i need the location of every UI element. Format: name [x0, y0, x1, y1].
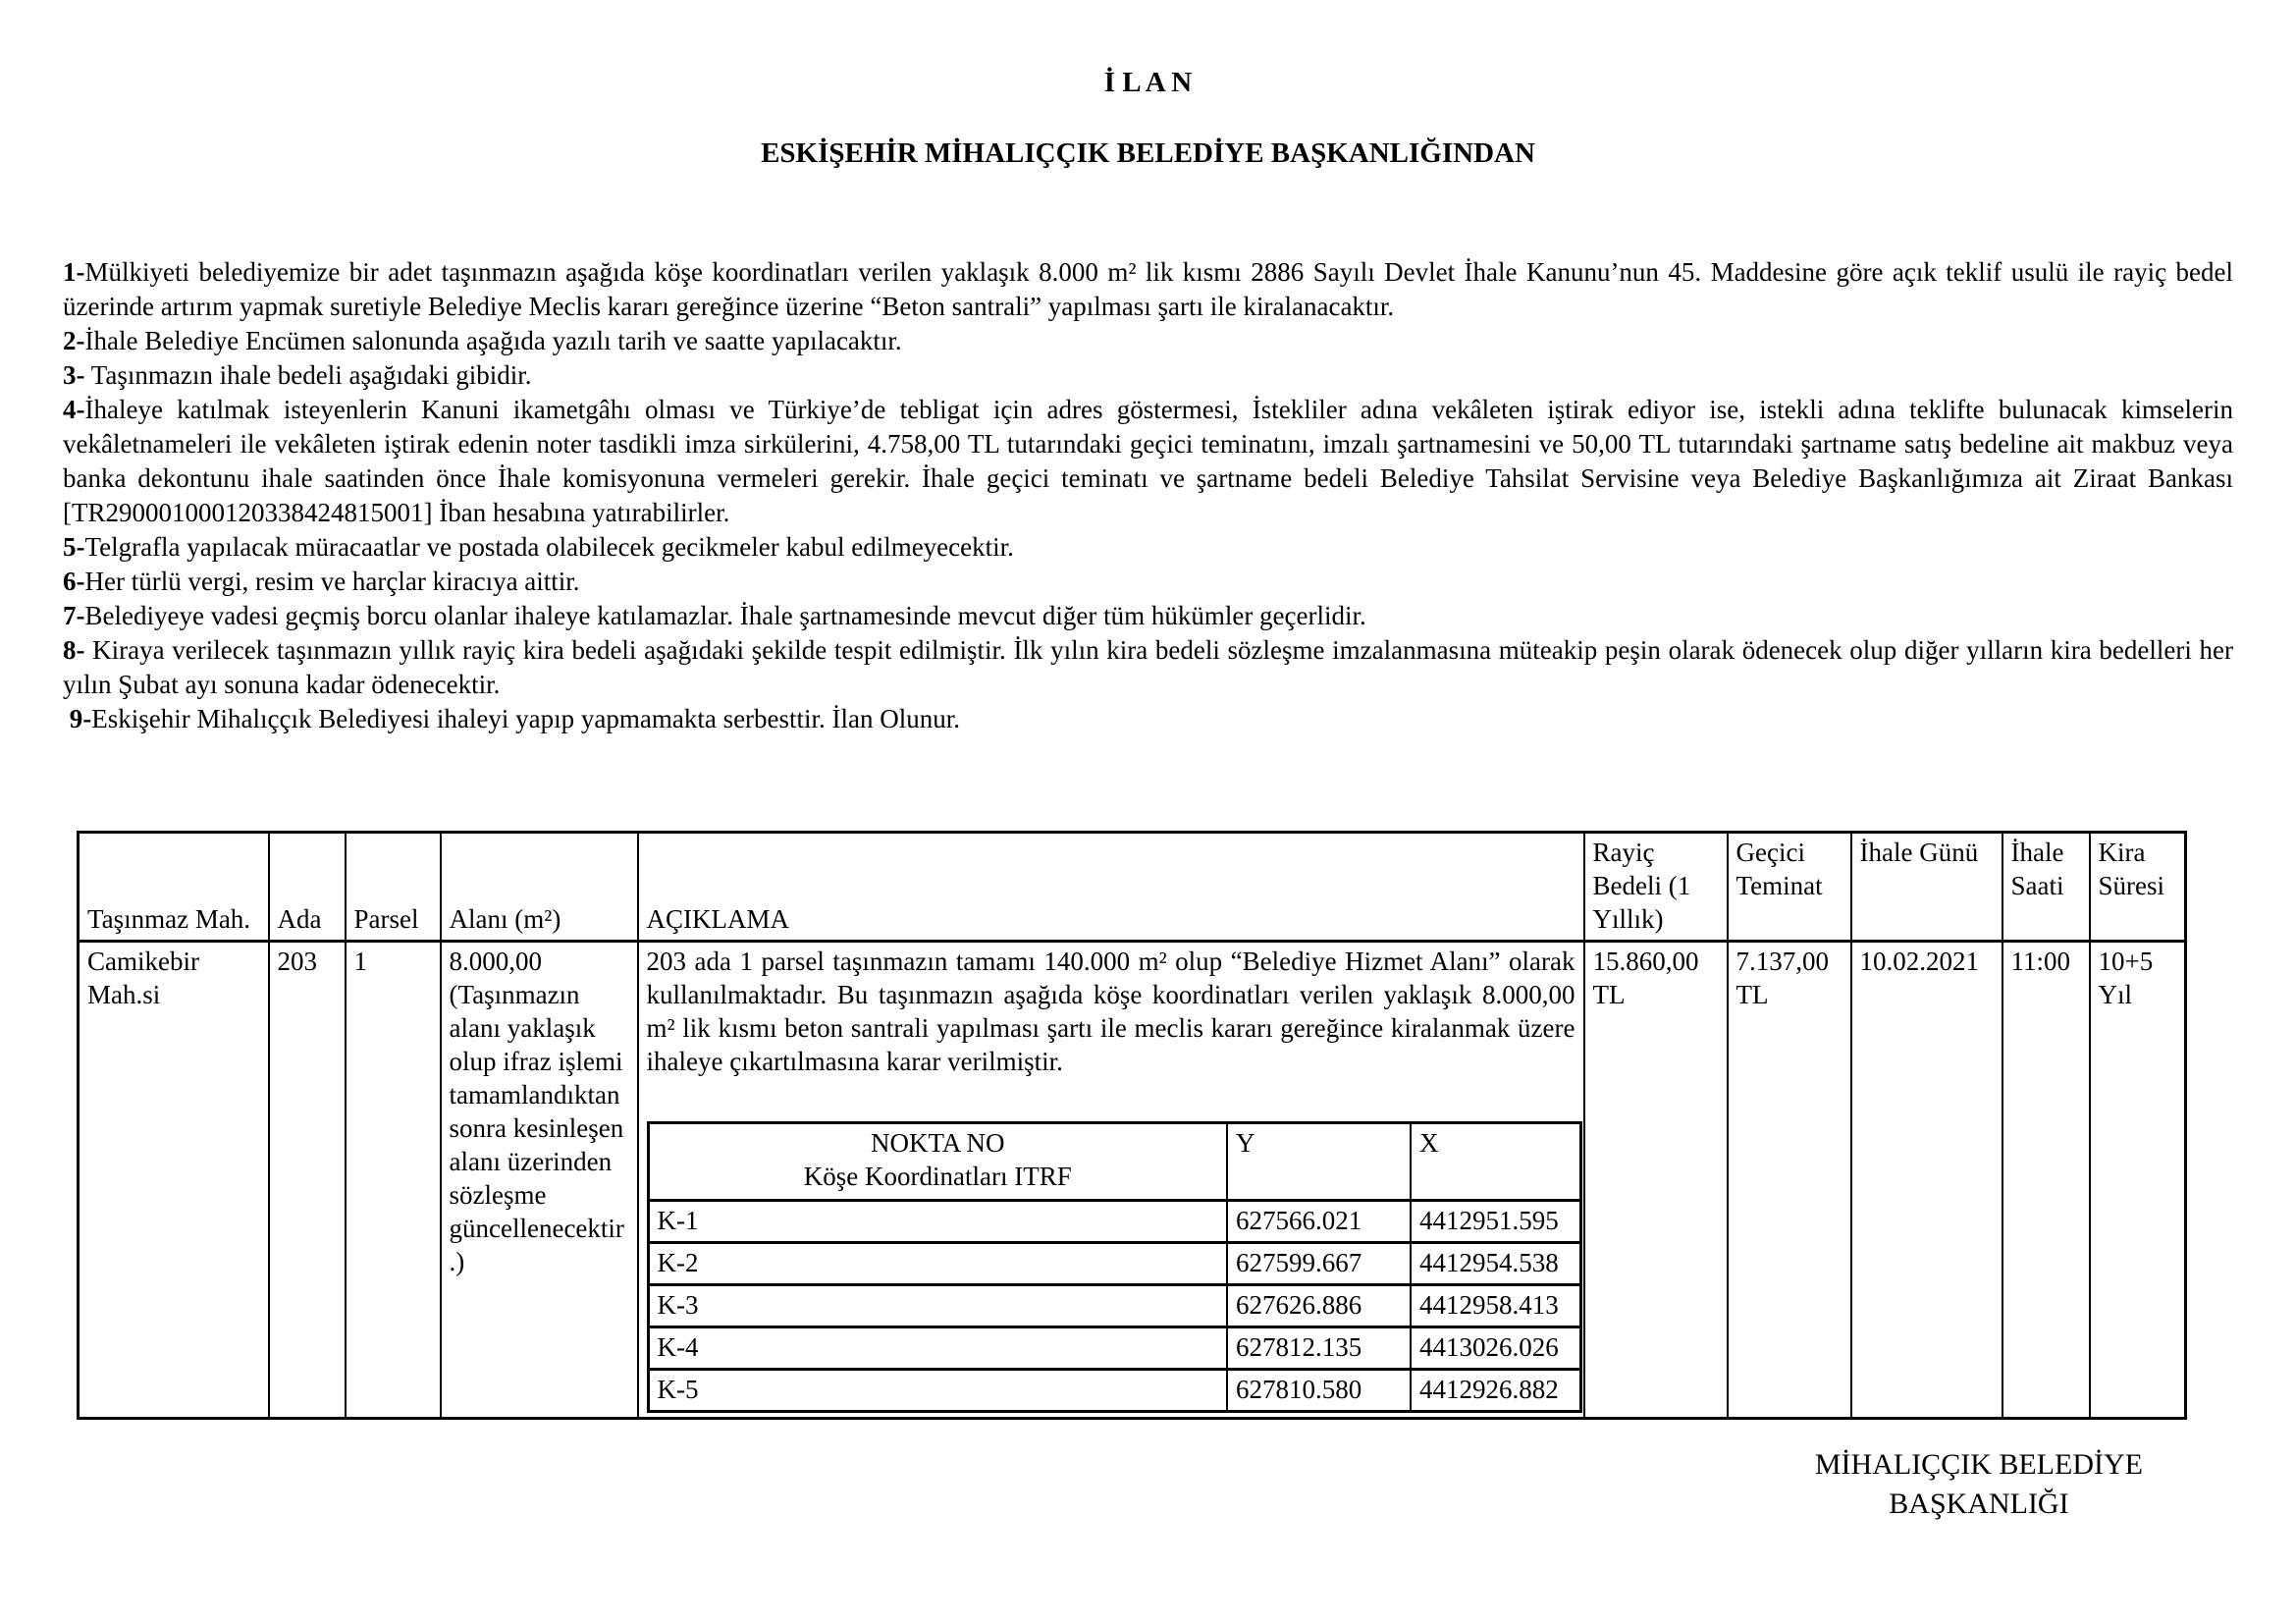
paragraph-6 [63, 565, 2233, 599]
paragraph-7 [63, 599, 2233, 633]
paragraph-4 [63, 393, 2233, 530]
coordinates-table [647, 1121, 1582, 1413]
coord-header-y: Y [1227, 1123, 1411, 1201]
cell-aciklama [638, 942, 1584, 1419]
paragraph-number: 1- [63, 257, 85, 287]
coord-row [648, 1285, 1580, 1327]
coord-point-no: K-2 [648, 1243, 1227, 1285]
paragraph-number: 3- [63, 360, 85, 390]
coord-x-value: 4412951.595 [1411, 1201, 1580, 1243]
cell-mahalle: Camikebir Mah.si [79, 942, 269, 1419]
paragraph-number: 8- [63, 635, 85, 665]
header-rayic-bedeli: Rayiç Bedeli (1 Yıllık) [1584, 833, 1728, 942]
coord-point-no: K-4 [648, 1327, 1227, 1370]
cell-parsel: 1 [346, 942, 441, 1419]
coord-x-value: 4413026.026 [1411, 1327, 1580, 1370]
paragraph-8 [63, 633, 2233, 702]
coord-point-no: K-1 [648, 1201, 1227, 1243]
signature-line2: BAŞKANLIĞI [1889, 1488, 2069, 1520]
paragraph-text: Eskişehir Mihalıççık Belediyesi ihaleyi yapıp yapmamakta serbesttir. İlan Olunur. [91, 704, 961, 733]
coord-point-no: K-3 [648, 1285, 1227, 1327]
paragraph-text: Kiraya verilecek taşınmazın yıllık rayiç kira bedeli aşağıdaki şekilde tespit edilmiştir. İlk yılın kira bedeli sözleşme imzalanmasına müteakip peşin olarak ödenecek olup diğer yılların kira bedelleri her yılın Şubat ayı sonuna kadar ödenecektir. [63, 635, 2233, 699]
paragraph-text: Belediyeye vadesi geçmiş borcu olanlar ihaleye katılamazlar. İhale şartnamesinde mevcut diğer tüm hükümler geçerlidir. [84, 601, 1366, 630]
coord-header-nokta-line1: NOKTA NO [870, 1128, 1005, 1158]
coord-header-row [648, 1123, 1580, 1201]
paragraph-2 [63, 324, 2233, 358]
coord-y-value: 627566.021 [1227, 1201, 1411, 1243]
paragraph-text: İhale Belediye Encümen salonunda aşağıda yazılı tarih ve saatte yapılacaktır. [84, 326, 902, 355]
coord-y-value: 627810.580 [1227, 1370, 1411, 1412]
cell-ihale-saati: 11:00 [2002, 942, 2090, 1419]
cell-rayic-bedeli: 15.860,00 TL [1584, 942, 1728, 1419]
cell-ihale-gunu: 10.02.2021 [1851, 942, 2002, 1419]
coordinates-table-wrap [647, 1121, 1575, 1413]
paragraph-text: Taşınmazın ihale bedeli aşağıdaki gibidir. [84, 360, 532, 390]
table-header-row [79, 833, 2186, 942]
coord-row [648, 1327, 1580, 1370]
paragraph-1 [63, 255, 2233, 324]
cell-gecici-teminat: 7.137,00 TL [1728, 942, 1851, 1419]
paragraph-text: İhaleye katılmak isteyenlerin Kanuni ikametgâhı olması ve Türkiye’de tebligat için adres göstermesi, İstekliler adına vekâleten iştirak ediyor ise, istekli adına teklifte bulunacak kimselerin vekâletnameleri ile vekâleten iştirak edenin noter tasdikli imza sirkülerini, 4.758,00 TL tutarındaki geçici teminatını, imzalı şartnamesini ve 50,00 TL tutarındaki şartname satış bedeline ait makbuz veya banka dekontunu ihale saatinden önce İhale komisyonuna vermeleri gerekir. İhale geçici teminatı ve şartname bedeli Belediye Tahsilat Servisine veya Belediye Başkanlığımıza ait Ziraat Bankası [TR290001000120338424815001] İban hesabına yatırabilirler. [63, 395, 2233, 527]
coord-row [648, 1243, 1580, 1285]
paragraph-number: 4- [63, 395, 85, 424]
coord-x-value: 4412954.538 [1411, 1243, 1580, 1285]
cell-alan: 8.000,00 (Taşınmazın alanı yaklaşık olup ifraz işlemi tamamlandıktan sonra kesinleşen alanı üzerinden sözleşme güncellenecektir.) [441, 942, 638, 1419]
coord-row [648, 1201, 1580, 1243]
header-tasinmaz-mah: Taşınmaz Mah. [79, 833, 269, 942]
header-alani: Alanı (m²) [441, 833, 638, 942]
coord-header-x: X [1411, 1123, 1580, 1201]
aciklama-text: 203 ada 1 parsel taşınmazın tamamı 140.000 m² olup “Belediye Hizmet Alanı” olarak kullanılmaktadır. Bu taşınmazın aşağıda köşe koordinatları verilen yaklaşık 8.000,00 m² lik kısmı beton santrali yapılması şartı ile meclis kararı gereğince kiralanmak üzere ihaleye çıkartılmasına karar verilmiştir. [646, 947, 1575, 1076]
coord-y-value: 627599.667 [1227, 1243, 1411, 1285]
doc-subtitle: ESKİŞEHİR MİHALIÇÇIK BELEDİYE BAŞKANLIĞINDAN [761, 137, 1535, 169]
paragraph-text: Telgrafla yapılacak müracaatlar ve postada olabilecek gecikmeler kabul edilmeyecektir. [84, 532, 1014, 562]
header-ihale-saati: İhale Saati [2002, 833, 2090, 942]
paragraph-text: Her türlü vergi, resim ve harçlar kiracıya aittir. [84, 567, 580, 596]
header-aciklama: AÇIKLAMA [638, 833, 1584, 942]
header-gecici-teminat: Geçici Teminat [1728, 833, 1851, 942]
coord-y-value: 627812.135 [1227, 1327, 1411, 1370]
header-parsel: Parsel [346, 833, 441, 942]
paragraph-9 [63, 702, 2233, 736]
header-ihale-gunu: İhale Günü [1851, 833, 2002, 942]
cell-ada: 203 [269, 942, 346, 1419]
signature-line1: MİHALIÇÇIK BELEDİYE [1814, 1448, 2143, 1481]
paragraph-3 [63, 358, 2233, 393]
paragraph-text: Mülkiyeti belediyemize bir adet taşınmazın aşağıda köşe koordinatları verilen yaklaşık 8.000 m² lik kısmı 2886 Sayılı Devlet İhale Kanunu’nun 45. Maddesine göre açık teklif usulü ile rayiç bedel üzerinde artırım yapmak suretiyle Belediye Meclis kararı gereğince üzerine “Beton santrali” yapılması şartı ile kiralanacaktır. [63, 257, 2233, 321]
coord-header-nokta-line2: Köşe Koordinatları ITRF [803, 1162, 1072, 1191]
coord-x-value: 4412926.882 [1411, 1370, 1580, 1412]
coord-header-nokta-no [648, 1123, 1227, 1201]
coord-point-no: K-5 [648, 1370, 1227, 1412]
cell-kira-suresi: 10+5 Yıl [2090, 942, 2186, 1419]
header-kira-suresi: Kira Süresi [2090, 833, 2186, 942]
doc-title: İ L A N [1103, 67, 1193, 98]
signature [1815, 1445, 2143, 1524]
table-data-row [79, 942, 2186, 1419]
paragraph-number: 9- [63, 704, 92, 733]
header-ada: Ada [269, 833, 346, 942]
paragraph-number: 6- [63, 567, 85, 596]
paragraph-number: 7- [63, 601, 85, 630]
paragraph-number: 2- [63, 326, 85, 355]
paragraph-number: 5- [63, 532, 85, 562]
announcement-table-wrap [77, 831, 2233, 1420]
announcement-paragraphs [63, 255, 2233, 736]
coord-y-value: 627626.886 [1227, 1285, 1411, 1327]
coord-x-value: 4412958.413 [1411, 1285, 1580, 1327]
paragraph-5 [63, 530, 2233, 565]
announcement-table [77, 831, 2187, 1420]
coord-row [648, 1370, 1580, 1412]
